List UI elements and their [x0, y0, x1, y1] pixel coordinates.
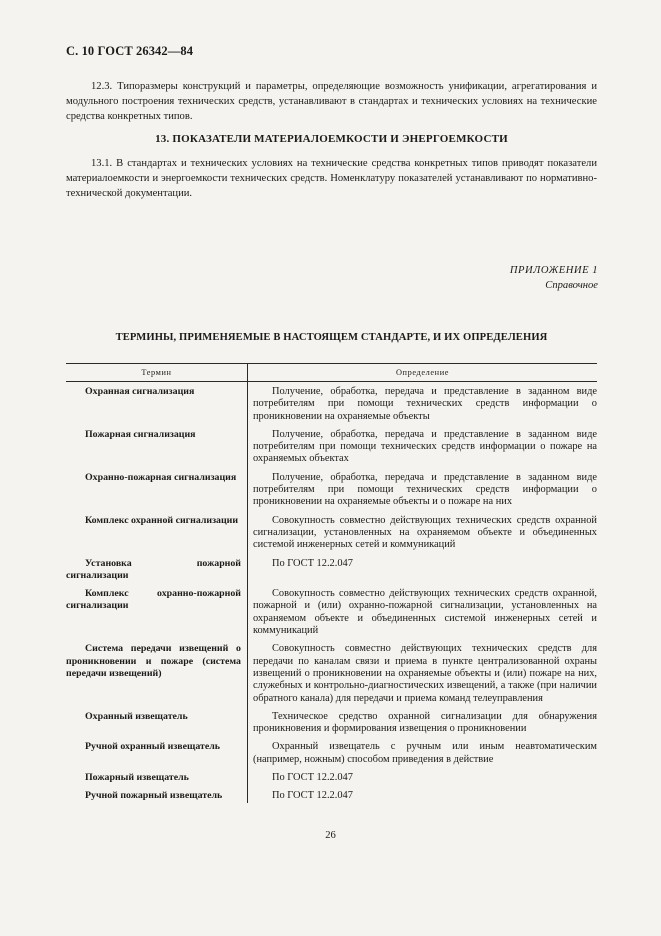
- terms-table-body: [66, 382, 597, 803]
- term-cell: Охранно-пожарная сигнализация: [85, 471, 237, 483]
- paragraph-13-1: 13.1. В стандартах и технических условиях на технические средства конкретных типов приводят показатели материалоемкости и энергоемкости технических средств. Номенклатуру показателей устанавливают по нормативно-технической документации.: [66, 158, 597, 200]
- page-header: С. 10 ГОСТ 26342—84: [66, 44, 194, 58]
- term-cell: Охранная сигнализация: [85, 386, 195, 397]
- table-row: [66, 637, 597, 704]
- term-cell: Система передачи извещений о проникновении и пожаре (система передачи извещений): [66, 643, 241, 679]
- term-cell: Установка пожарной сигнализации: [66, 557, 241, 581]
- terms-table-header: [66, 364, 597, 382]
- term-cell: Ручной пожарный извещатель: [85, 790, 223, 802]
- appendix-label: ПРИЛОЖЕНИЕ 1: [509, 265, 598, 276]
- table-row: [66, 582, 597, 637]
- column-header-definition: Определение: [395, 368, 450, 377]
- table-row: [66, 705, 597, 736]
- table-row: [66, 466, 597, 509]
- term-cell: Пожарный извещатель: [85, 772, 189, 784]
- column-header-term: Термин: [66, 364, 248, 381]
- term-cell: Комплекс охранно-пожарной сигнализации: [66, 588, 241, 612]
- terms-table: [66, 363, 597, 803]
- definition-cell: По ГОСТ 12.2.047: [272, 790, 353, 802]
- appendix-label-block: [510, 263, 598, 293]
- term-cell: Охранный извещатель: [85, 710, 188, 722]
- table-row: [66, 423, 597, 466]
- definition-cell: Совокупность совместно действующих технических средств охранной, пожарной и (или) охранно-пожарной сигнализации, установленных на охраняемом объекте и объединенных системой инженерных сетей и коммуникаций: [253, 588, 597, 637]
- definition-cell: Совокупность совместно действующих технических средств охранной сигнализации, установленных на охраняемом объекте и объединенных системой инженерных сетей и коммуникаций: [253, 514, 597, 551]
- term-cell: Комплекс охранной сигнализации: [85, 514, 239, 526]
- appendix-type: Справочное: [545, 280, 598, 291]
- definition-cell: По ГОСТ 12.2.047: [272, 772, 353, 784]
- definition-cell: Техническое средство охранной сигнализации для обнаружения проникновения и формирования извещения о проникновении: [253, 710, 597, 735]
- table-row: [66, 552, 597, 583]
- paragraph-12-3: 12.3. Типоразмеры конструкций и параметры, определяющие возможность унификации, агрегатирования и модульного построения технических средств, устанавливают в стандартах и технических условиях на технические средства конкретных типов.: [66, 81, 597, 123]
- term-cell: Пожарная сигнализация: [85, 428, 196, 440]
- table-row: [66, 509, 597, 552]
- page-number: 26: [325, 830, 336, 841]
- definition-cell: Получение, обработка, передача и представление в заданном виде потребителям при помощи технических средств информации о проникновении на охраняемые объекты и о пожаре на них: [253, 471, 597, 508]
- term-cell: Ручной охранный извещатель: [85, 741, 221, 753]
- definition-cell: Получение, обработка, передача и представление в заданном виде потребителям при помощи технических средств информации о пожаре на охраняемых объектах: [253, 428, 597, 465]
- definition-cell: По ГОСТ 12.2.047: [272, 557, 353, 569]
- table-row: [66, 784, 597, 802]
- table-row: [66, 766, 597, 784]
- definition-cell: Охранный извещатель с ручным или иным неавтоматическим (например, ножным) способом приведения в действие: [253, 741, 597, 765]
- definition-cell: Совокупность совместно действующих технических средств для передачи по каналам связи и приема в пункте централизованной охраны извещений о проникновении на охраняемые объекты и (или) пожаре на них, служебных и контрольно-диагностических извещений, а также (при наличии обратного канала) для передачи и приема команд телеуправления: [253, 643, 597, 704]
- table-row: [66, 382, 597, 423]
- section-13-title: 13. ПОКАЗАТЕЛИ МАТЕРИАЛОЕМКОСТИ И ЭНЕРГОЕМКОСТИ: [155, 133, 508, 145]
- terms-title: ТЕРМИНЫ, ПРИМЕНЯЕМЫЕ В НАСТОЯЩЕМ СТАНДАРТЕ, И ИХ ОПРЕДЕЛЕНИЯ: [115, 332, 548, 343]
- table-row: [66, 735, 597, 766]
- definition-cell: Получение, обработка, передача и представление в заданном виде потребителям при помощи технических средств информации о проникновении на охраняемые объекты: [253, 386, 597, 422]
